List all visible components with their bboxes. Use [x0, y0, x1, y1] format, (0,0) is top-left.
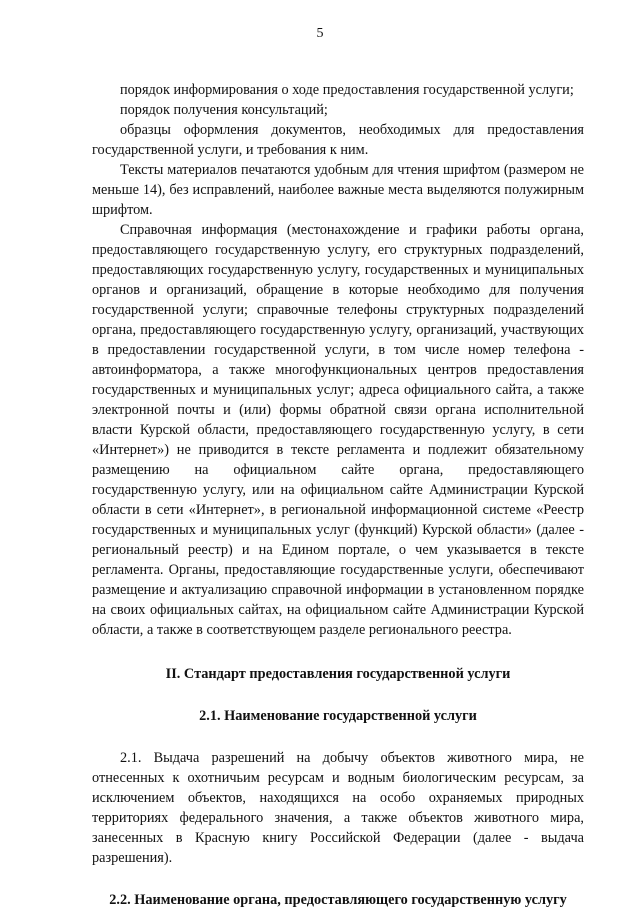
paragraph-document-samples: образцы оформления документов, необходимых для предоставления государственной услуги, и требования к ним. — [92, 122, 584, 158]
subsection-heading-2-1: 2.1. Наименование государственной услуги — [199, 708, 477, 724]
paragraph-informing-order: порядок информирования о ходе предоставления государственной услуги; — [120, 82, 574, 98]
section-heading: II. Стандарт предоставления государственной услуги — [165, 666, 511, 682]
subsection-heading-2-2: 2.2. Наименование органа, предоставляющего государственную услугу — [109, 892, 567, 908]
paragraph-font-requirements: Тексты материалов печатаются удобным для чтения шрифтом (размером не меньше 14), без исправлений, наиболее важные места выделяются полужирным шрифтом. — [92, 162, 584, 218]
paragraph-2-1: 2.1. Выдача разрешений на добычу объектов животного мира, не отнесенных к охотничьим ресурсам и водным биологическим ресурсам, за исключением объектов, находящихся на особо охраняемых природных территориях федерального значения, а также объектов животного мира, занесенных в Красную книгу Российской Федерации (далее - выдача разрешения). — [92, 750, 584, 866]
paragraph-reference-info: Справочная информация (местонахождение и графики работы органа, предоставляющего государственную услугу, его структурных подразделений, предоставляющих государственную услугу, государственных и муниципальных органов и организаций, обращение в которые необходимо для получения государственной услуги; справочные телефоны структурных подразделений органа, предоставляющего государственную услугу, организаций, участвующих в предоставлении государственной услуги, в том числе номер телефона - автоинформатора, а также многофункциональных центров предоставления государственных и муниципальных услуг; адреса официального сайта, а также электронной почты и (или) формы обратной связи органа исполнительной власти Курской области, предоставляющего государственную услугу, в сети «Интернет») не приводится в тексте регламента и подлежит обязательному размещению на официальном сайте органа, предоставляющего государственную услугу, или на официальном сайте Администрации Курской области в сети «Интернет», в региональной информационной системе «Реестр государственных и муниципальных услуг (функций) Курской области» (далее - региональный реестр) и на Едином портале, о чем указывается в тексте регламента. Органы, предоставляющие государственные услуги, обеспечивают размещение и актуализацию справочной информации в установленном порядке на своих официальных сайтах, на официальном сайте Администрации Курской области, а также в соответствующем разделе регионального реестра. — [92, 222, 584, 638]
paragraph-consultation-order: порядок получения консультаций; — [120, 102, 328, 118]
page-number: 5 — [316, 26, 324, 41]
document-body — [92, 80, 584, 910]
